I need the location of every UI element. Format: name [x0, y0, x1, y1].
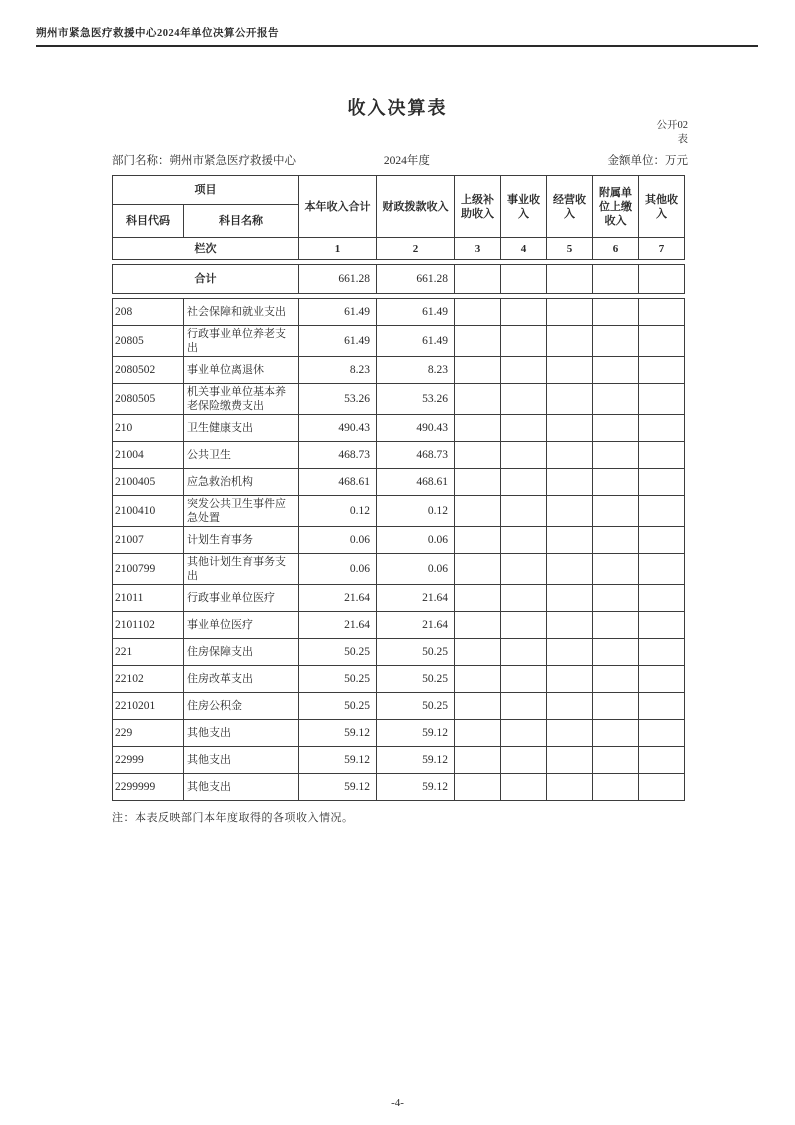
subject-name-cell: 其他支出 [184, 774, 299, 801]
value-cell: 8.23 [299, 357, 377, 384]
value-cell [593, 496, 639, 527]
value-cell: 468.73 [377, 442, 455, 469]
value-cell: 0.12 [377, 496, 455, 527]
value-cell [547, 527, 593, 554]
subject-name-cell: 住房保障支出 [184, 639, 299, 666]
value-cell [547, 554, 593, 585]
project-header-cell: 项目 [113, 176, 299, 205]
value-cell [501, 639, 547, 666]
form-code-line2: 表 [677, 134, 688, 145]
value-cell: 59.12 [377, 747, 455, 774]
value-cell [455, 326, 501, 357]
value-cell [639, 469, 685, 496]
table-rows-container [113, 299, 685, 801]
value-cell [455, 666, 501, 693]
value-cell: 0.12 [299, 496, 377, 527]
value-cell [639, 693, 685, 720]
value-cell [501, 747, 547, 774]
subject-name-cell: 事业单位离退休 [184, 357, 299, 384]
subject-code-cell: 2101102 [113, 612, 184, 639]
value-cell: 21.64 [299, 612, 377, 639]
fiscal-year-label: 2024年度 [383, 155, 430, 167]
subject-name-cell: 住房改革支出 [184, 666, 299, 693]
table-row [113, 357, 685, 384]
col-header-other-income: 其他收入 [639, 176, 685, 238]
col-header-fiscal-appropriation: 财政拨款收入 [377, 176, 455, 238]
value-cell [455, 554, 501, 585]
subject-code-header: 科目代码 [113, 205, 184, 238]
value-cell [501, 496, 547, 527]
subject-code-cell: 208 [113, 299, 184, 326]
value-cell [501, 774, 547, 801]
value-cell [501, 357, 547, 384]
value-cell: 59.12 [377, 774, 455, 801]
value-cell [501, 527, 547, 554]
value-cell [501, 469, 547, 496]
header-row-project [113, 176, 685, 205]
header-row-rank [113, 238, 685, 260]
value-cell [501, 720, 547, 747]
value-cell [547, 469, 593, 496]
value-cell [455, 415, 501, 442]
subject-code-cell: 21011 [113, 585, 184, 612]
value-cell: 59.12 [299, 747, 377, 774]
value-cell [639, 415, 685, 442]
value-cell [547, 442, 593, 469]
value-cell: 53.26 [377, 384, 455, 415]
rank-num-cell: 4 [501, 238, 547, 260]
table-row [113, 693, 685, 720]
table-row [113, 554, 685, 585]
value-cell: 53.26 [299, 384, 377, 415]
subject-name-cell: 其他支出 [184, 720, 299, 747]
value-cell [639, 442, 685, 469]
value-cell: 0.06 [299, 554, 377, 585]
value-cell: 61.49 [299, 299, 377, 326]
subject-code-cell: 20805 [113, 326, 184, 357]
value-cell [547, 639, 593, 666]
total-value-cell: 661.28 [299, 265, 377, 294]
value-cell [547, 693, 593, 720]
table-row [113, 469, 685, 496]
subject-code-cell: 210 [113, 415, 184, 442]
value-cell [639, 384, 685, 415]
subject-code-cell: 2210201 [113, 693, 184, 720]
document-header-title: 朔州市紧急医疗救援中心2024年单位决算公开报告 [36, 25, 758, 47]
table-row [113, 442, 685, 469]
total-value-cell: 661.28 [377, 265, 455, 294]
value-cell [593, 693, 639, 720]
value-cell [593, 639, 639, 666]
value-cell: 468.73 [299, 442, 377, 469]
value-cell [455, 747, 501, 774]
col-header-operating-income: 经营收入 [547, 176, 593, 238]
subject-code-cell: 221 [113, 639, 184, 666]
amount-unit-label: 金额单位：万元 [607, 155, 688, 167]
total-value-cell [639, 265, 685, 294]
subject-code-cell: 21004 [113, 442, 184, 469]
table-row [113, 384, 685, 415]
subject-name-cell: 行政事业单位医疗 [184, 585, 299, 612]
value-cell [593, 326, 639, 357]
table-row [113, 774, 685, 801]
value-cell [639, 554, 685, 585]
value-cell: 0.06 [299, 527, 377, 554]
value-cell [593, 747, 639, 774]
value-cell [593, 774, 639, 801]
table-row [113, 747, 685, 774]
value-cell [547, 666, 593, 693]
table-row [113, 326, 685, 357]
value-cell [547, 585, 593, 612]
value-cell: 468.61 [377, 469, 455, 496]
value-cell [455, 720, 501, 747]
value-cell: 0.06 [377, 554, 455, 585]
value-cell [455, 693, 501, 720]
subject-name-cell: 其他支出 [184, 747, 299, 774]
value-cell [501, 384, 547, 415]
rank-num-cell: 1 [299, 238, 377, 260]
value-cell: 21.64 [377, 612, 455, 639]
table-row [113, 299, 685, 326]
value-cell: 50.25 [377, 666, 455, 693]
subject-code-cell: 2100410 [113, 496, 184, 527]
subject-name-cell: 事业单位医疗 [184, 612, 299, 639]
table-row [113, 527, 685, 554]
value-cell [639, 585, 685, 612]
value-cell [455, 496, 501, 527]
subject-code-cell: 2100799 [113, 554, 184, 585]
subject-name-cell: 机关事业单位基本养老保险缴费支出 [184, 384, 299, 415]
income-table-wrapper [112, 175, 687, 825]
rank-label-cell: 栏次 [113, 238, 299, 260]
subject-code-cell: 229 [113, 720, 184, 747]
value-cell [639, 496, 685, 527]
table-row [113, 612, 685, 639]
value-cell: 8.23 [377, 357, 455, 384]
subject-code-cell: 2080505 [113, 384, 184, 415]
total-value-cell [501, 265, 547, 294]
rank-num-cell: 7 [639, 238, 685, 260]
value-cell [455, 639, 501, 666]
value-cell [501, 612, 547, 639]
value-cell [455, 585, 501, 612]
value-cell [639, 299, 685, 326]
value-cell [639, 666, 685, 693]
value-cell [593, 527, 639, 554]
value-cell: 50.25 [299, 666, 377, 693]
value-cell: 21.64 [299, 585, 377, 612]
value-cell [547, 720, 593, 747]
value-cell: 0.06 [377, 527, 455, 554]
value-cell [501, 326, 547, 357]
value-cell [593, 442, 639, 469]
table-row [113, 585, 685, 612]
subject-name-cell: 突发公共卫生事件应急处置 [184, 496, 299, 527]
value-cell [455, 384, 501, 415]
value-cell [455, 774, 501, 801]
value-cell [501, 666, 547, 693]
table-row [113, 666, 685, 693]
value-cell: 61.49 [299, 326, 377, 357]
value-cell [593, 299, 639, 326]
value-cell: 21.64 [377, 585, 455, 612]
value-cell [501, 585, 547, 612]
rank-num-cell: 5 [547, 238, 593, 260]
value-cell: 50.25 [299, 639, 377, 666]
page-title: 收入决算表 [347, 98, 448, 118]
value-cell [639, 774, 685, 801]
value-cell [593, 415, 639, 442]
subject-name-cell: 社会保障和就业支出 [184, 299, 299, 326]
table-row [113, 720, 685, 747]
col-header-business-income: 事业收入 [501, 176, 547, 238]
value-cell [547, 774, 593, 801]
subject-name-header: 科目名称 [184, 205, 299, 238]
subject-name-cell: 计划生育事务 [184, 527, 299, 554]
total-row [113, 265, 685, 294]
value-cell [547, 496, 593, 527]
value-cell [501, 415, 547, 442]
total-value-cell [593, 265, 639, 294]
value-cell [547, 326, 593, 357]
subject-code-cell: 21007 [113, 527, 184, 554]
value-cell [593, 357, 639, 384]
rank-num-cell: 6 [593, 238, 639, 260]
value-cell [639, 527, 685, 554]
value-cell [639, 326, 685, 357]
form-code-line1: 公开02 [656, 120, 688, 131]
col-header-superior-subsidy: 上级补助收入 [455, 176, 501, 238]
value-cell [639, 720, 685, 747]
income-table-header [112, 175, 685, 260]
value-cell: 59.12 [299, 720, 377, 747]
value-cell [593, 585, 639, 612]
income-table-total [112, 264, 685, 294]
value-cell [455, 357, 501, 384]
total-label-cell: 合计 [113, 265, 299, 294]
value-cell [639, 639, 685, 666]
table-meta-row [112, 152, 688, 168]
value-cell [501, 442, 547, 469]
value-cell [501, 693, 547, 720]
value-cell [593, 720, 639, 747]
table-note: 注：本表反映部门本年度取得的各项收入情况。 [112, 812, 354, 824]
subject-name-cell: 住房公积金 [184, 693, 299, 720]
value-cell [547, 612, 593, 639]
subject-code-cell: 2100405 [113, 469, 184, 496]
value-cell: 490.43 [299, 415, 377, 442]
table-row [113, 496, 685, 527]
rank-num-cell: 3 [455, 238, 501, 260]
value-cell: 490.43 [377, 415, 455, 442]
value-cell: 468.61 [299, 469, 377, 496]
subject-name-cell: 其他计划生育事务支出 [184, 554, 299, 585]
value-cell [547, 415, 593, 442]
value-cell: 61.49 [377, 299, 455, 326]
value-cell [455, 299, 501, 326]
subject-name-cell: 应急救治机构 [184, 469, 299, 496]
table-row [113, 639, 685, 666]
value-cell [639, 747, 685, 774]
rank-num-cell: 2 [377, 238, 455, 260]
subject-code-cell: 22999 [113, 747, 184, 774]
total-value-cell [455, 265, 501, 294]
income-table-body [112, 298, 685, 801]
subject-name-cell: 行政事业单位养老支出 [184, 326, 299, 357]
value-cell [455, 442, 501, 469]
subject-code-cell: 22102 [113, 666, 184, 693]
value-cell [547, 747, 593, 774]
value-cell [455, 612, 501, 639]
value-cell [455, 527, 501, 554]
value-cell: 50.25 [377, 639, 455, 666]
value-cell [593, 612, 639, 639]
subject-name-cell: 公共卫生 [184, 442, 299, 469]
value-cell [455, 469, 501, 496]
total-value-cell [547, 265, 593, 294]
value-cell: 59.12 [377, 720, 455, 747]
value-cell [501, 299, 547, 326]
value-cell [593, 554, 639, 585]
value-cell: 50.25 [377, 693, 455, 720]
value-cell [593, 384, 639, 415]
value-cell [501, 554, 547, 585]
form-code-label [657, 119, 689, 147]
value-cell: 61.49 [377, 326, 455, 357]
value-cell [593, 666, 639, 693]
value-cell [547, 384, 593, 415]
value-cell [547, 357, 593, 384]
subject-code-cell: 2299999 [113, 774, 184, 801]
value-cell [547, 299, 593, 326]
value-cell [639, 357, 685, 384]
page-number: -4- [391, 1097, 404, 1109]
table-row [113, 415, 685, 442]
col-header-affiliated-unit-income: 附属单位上缴收入 [593, 176, 639, 238]
value-cell: 50.25 [299, 693, 377, 720]
subject-code-cell: 2080502 [113, 357, 184, 384]
value-cell: 59.12 [299, 774, 377, 801]
value-cell [639, 612, 685, 639]
department-name-label: 部门名称：朔州市紧急医疗救援中心 [112, 155, 296, 167]
value-cell [593, 469, 639, 496]
subject-name-cell: 卫生健康支出 [184, 415, 299, 442]
col-header-total-income: 本年收入合计 [299, 176, 377, 238]
